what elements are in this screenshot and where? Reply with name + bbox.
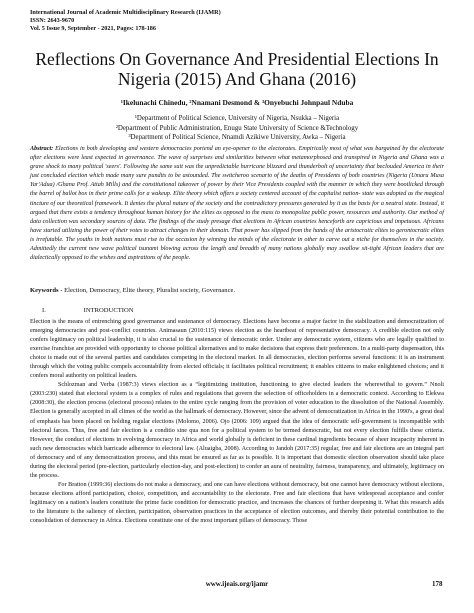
abstract-text: Elections in both developing and western democracies portend an eye-opener to the electorates. Empirically most of what was bargained by the electorate after elections were least expected in governance. The wave of surprises and similarities between what metamorphosed and transpired in Nigeria and Ghana was a grave shock to many political 'seers'. Following the same suit was the unpredictable hurricane blizzard and thunderbolt of uncertainty that beclouded America in their just concluded election which made many sure pundits to be astounded. The switcheroo scenario of the deaths of Presidents of both countries (Nigeria (Umaru Musa Yar'Adua) /Ghana Prof. Attah Mills) and the constitutional takeover of power by their Vice Presidents coupled with the manner in which they were bootlicked through the barrel of ballot box in their prime calls for a wakeup. Elite theory which offers a society centered account of the capitalist nation- state was adopted as the magical tincture of our theoretical framework. It denies the plural nature of the society and the contradictory pressures generated by it as the basis for a neutral state. Instead, it argued that there exists a tendency throughout human history for the elites as opposed to the mass to monopolize public power, resources and authority. Our method of data collection was secondary sources of data. The findings of the study presage that elections in African countries henceforth are capricious and impetuous. Africans have started utilizing the power of their votes to attract changes in their domain. That power has slipped from the hands of the aristocratic elites to gerontocratic elites is irrefutable. The youths in both nations must rise to the occasion by winning the minds of the electorate in other to carve out a niche for themselves in the society. Admittedly the current new wave political tsunami blowing across the length and breadth of many nations globally may swallow sit-tight African leaders that are dialectically opposed to the wishes and aspirations of the people.: [30, 146, 444, 262]
journal-issn: ISSN: 2643-9670: [30, 17, 75, 24]
footer-url: www.ijeais.org/ijamr: [205, 580, 269, 588]
paper-authors: ¹Ikelunachi Chinedu, ²Nnamani Desmond & ³Onyebuchi Johnpaul Nduba: [120, 98, 354, 107]
journal-name: International Journal of Academic Multidisciplinary Research (IJAMR): [30, 9, 221, 16]
section-title: INTRODUCTION: [83, 307, 134, 314]
affiliation-3: ³Department of Political Science, Nnamdi Azikiwe University, Awka – Nigeria: [128, 134, 346, 142]
body-text: [30, 318, 444, 526]
keywords-text: - Election, Democracy, Elite theory, Pluralist society, Governance.: [60, 287, 236, 294]
keywords-label: Keywords: [30, 287, 59, 294]
affiliation-2: ²Department of Public Administration, Enugu State University of Science &Technology: [115, 124, 359, 132]
section-heading: [30, 307, 444, 314]
paragraph-2: Schlozman and Verba (1987:3) views election as a “legitimizing institution, functioning to give elected leaders the wherewithal to govern.” Nnoli (2003:230) stated that electoral system is a complex of rules and regulations that govern the selection of officeholders in a democratic context. According to Elekwa (2008:30), the election process (electoral process) relates to the entire cycle ranging from the provision of voter education to the dissolution of the National Assembly. Election is generally accepted in all climes of the world as the hallmark of democracy. However, since the advent of democratization in Africa in the 1990's, a great deal of emphasis has been placed on holding regular elections (Molomo, 2006). Ojo (2006: 109) argued that the idea of democratic self-government is incompatible with electoral farces. Thus, free and fair election is a conditio sine qua non for a political system to be termed democratic, but not every election fulfills these criteria. However, the conduct of elections in evolving democracy in Africa and world globally is deficient in these cardinal ingredients because of sheer incapacity inherent in such new democracies which barricade adherence to electoral law. (Aluaigba, 2008). According to Jandoh (2017:35) regular, free and fair elections are an integral part of democracy and of any democratization process, and this must be ensured as far as is possible. It is important that domestic election observation should take place during the electoral period (pre-election, particularly election-day, and post-election) to confer an aura of neutrality, fairness, transparency, and ultimately, legitimacy on the process.: [30, 382, 444, 479]
abstract: [30, 145, 444, 263]
affiliation-1: ¹Department of Political Science, University of Nigeria, Nsukka – Nigeria: [134, 115, 340, 122]
keywords: [30, 287, 444, 294]
abstract-label: Abstract:: [30, 146, 54, 152]
section-number: I.: [42, 307, 46, 314]
paragraph-1: Election is the means of entrenching good governance and sustenance of democracy. Elections have become a major factor in the stabilization and democratization of emerging democracies and post-conflict countries. Animasaun (2010:115) views election as the heartbeat of representative democracy. A credible election not only confers legitimacy on political leadership, it is also crucial to the sustenance of democratic order. Under any democratic system, citizens who are legally qualified to exercise franchise are provided with opportunity to choose political alternatives and to make decisions that express their preferences. In a multi-party dispensation, this choice is made out of the several parties and candidates competing in the electoral market. In all democracies, election performs several functions: it is an instrument through which the voting public compels accountability from elected officials; it facilitates political recruitment; it enables citizens to make enlightened choices; and it confers moral authority on political leaders.: [30, 319, 444, 380]
paper-title: Reflections On Governance And Presidential Elections In Nigeria (2015) And Ghana (2016): [35, 49, 439, 89]
paragraph-3: For Bratton (1999:36) elections do not make a democracy, and one can have elections without democracy, but one cannot have democracy without elections, because elections afford participation, choice, competition, and accountability to the electorate. Free and fair elections that have widespread acceptance and confer legitimacy on a nation's leaders constitute the prime facie condition for democratic practice, and increases the chances of further deepening it. What this research adds to the literature is the saliency of election, participation, observation practices in the acceptance of election outcomes, and thereby their potential contribution to the consolidation of democracy in Africa. Elections constitute one of the most important pillars of democracy. Those: [30, 481, 444, 525]
journal-volume: Vol. 5 Issue 9, September - 2021, Pages: 178-186: [30, 25, 156, 32]
author-affiliations: [20, 114, 454, 143]
journal-header: [30, 9, 221, 33]
page-number: 178: [432, 580, 443, 588]
